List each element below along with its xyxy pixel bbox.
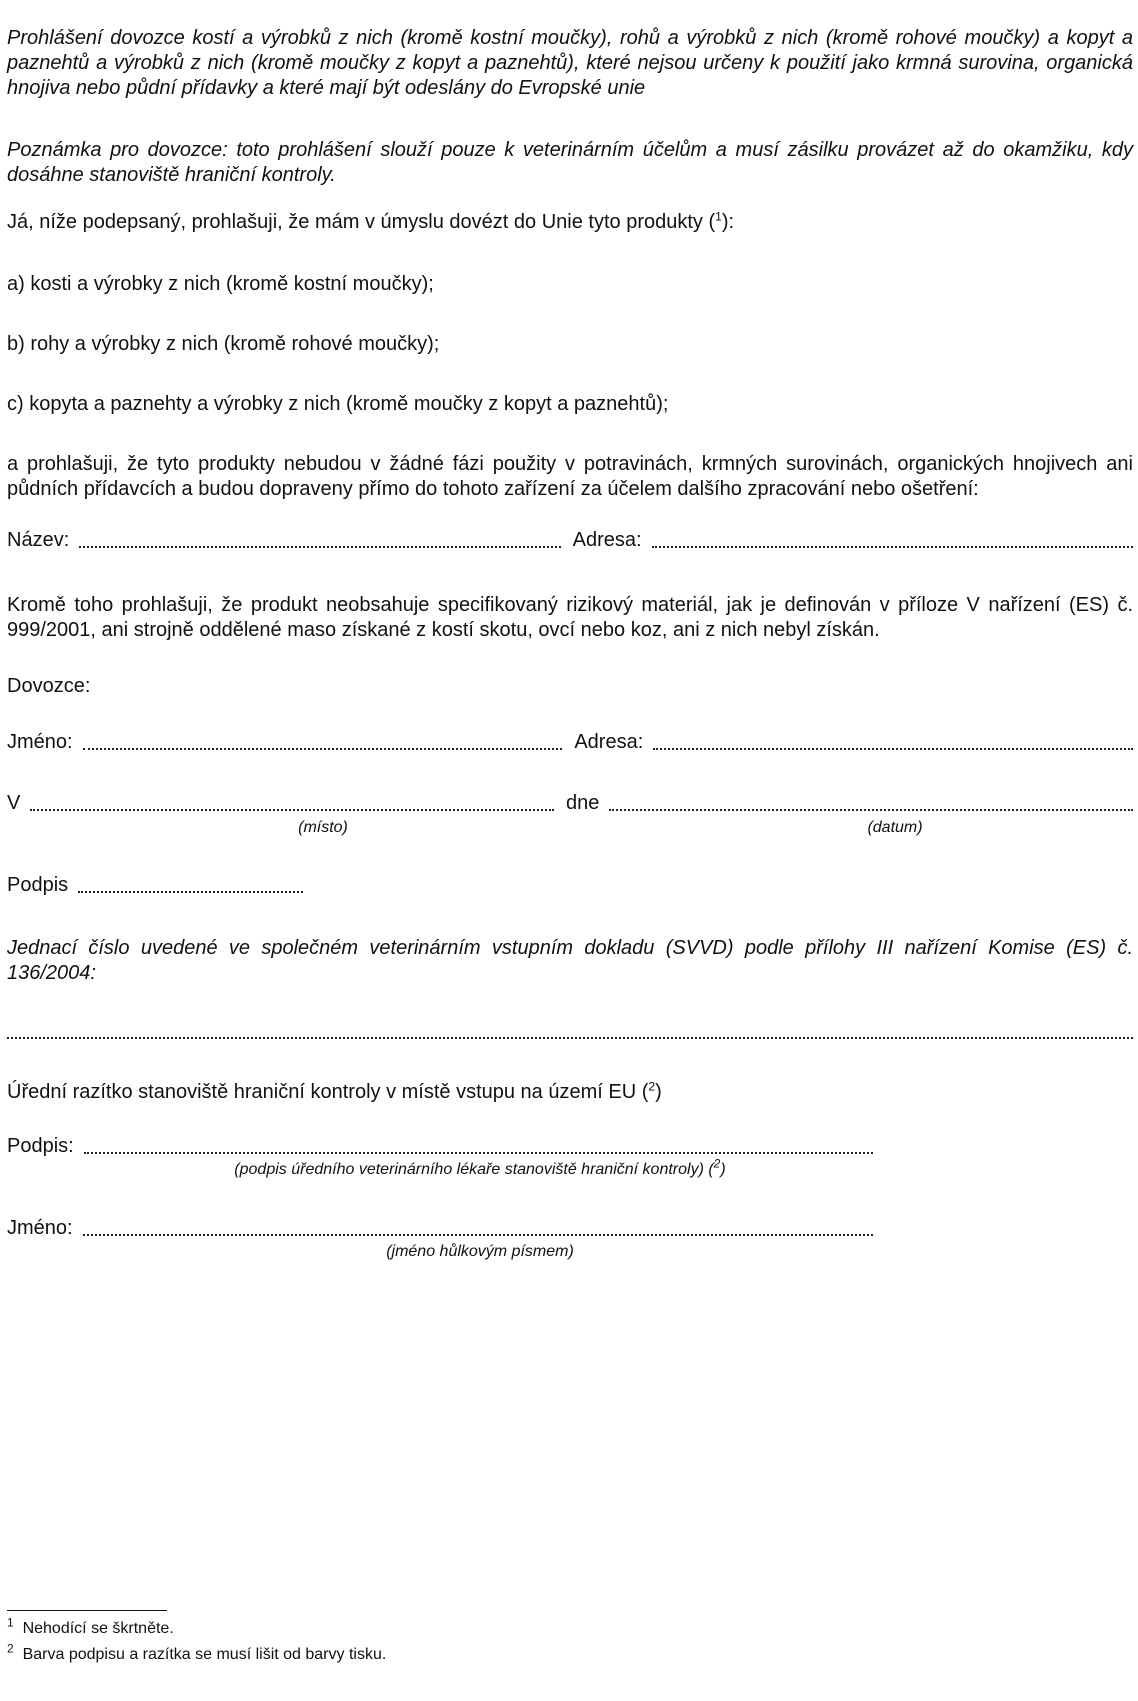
form-title: Prohlášení dovozce kostí a výrobků z nich (kromě kostní moučky), rohů a výrobků z nich (kromě rohové moučky) a kopyt a paznehtů a výrobků z nich (kromě moučky z kopyt a paznehtů), které nejsou určeny k použití jako krmná surovina, organická hnojiva nebo půdní přídavky a které mají být odeslány do Evropské unie [7, 27, 1133, 99]
importer-name-label: Jméno: [7, 731, 73, 753]
footnote-separator [7, 1610, 167, 1611]
facility-address-label: Adresa: [572, 529, 642, 551]
official-signature-hint: (podpis úředního veterinárního lékaře stanoviště hraniční kontroly) ($^2$) [234, 1156, 726, 1178]
product-option-a: a) kosti a výrobky z nich (kromě kostní moučky); [7, 273, 434, 295]
place-label: V [7, 792, 21, 814]
place-hint: (místo) [298, 819, 348, 836]
facility-address-field[interactable] [652, 546, 1133, 548]
facility-name-label: Název: [7, 529, 70, 551]
declaration-intro: Já, níže podepsaný, prohlašuji, že mám v úmyslu dovézt do Unie tyto produkty ($^1$): [7, 209, 735, 233]
cved-reference-row [7, 1018, 1133, 1044]
declaration-srm: Kromě toho prohlašuji, že produkt neobsahuje specifikovaný rizikový materiál, jak je definován v příloze V nařízení (ES) č. 999/2001, ani strojně oddělené maso získané z kostí skotu, ovcí nebo koz, ani z nich nebyl získán. [7, 594, 1133, 641]
official-name-hint: (jméno hůlkovým písmem) [386, 1243, 574, 1260]
footnote-ref-1: 1 [715, 209, 722, 224]
place-date-row [7, 790, 1133, 816]
importer-address-label: Adresa: [574, 731, 644, 753]
footnote-1: $^1$ Nehodící se škrtněte. [7, 1615, 174, 1637]
footnote-ref-2: 2 [648, 1079, 656, 1094]
importer-signature-label: Podpis [7, 874, 69, 896]
importer-signature-field[interactable] [78, 891, 303, 893]
date-label: dne [565, 792, 600, 814]
importer-heading: Dovozce: [7, 675, 91, 697]
official-signature-label: Podpis: [7, 1135, 74, 1157]
official-stamp-label: Úřední razítko stanoviště hraniční kontroly v místě vstupu na území EU ($^2$) [7, 1079, 662, 1103]
official-name-label: Jméno: [7, 1217, 73, 1239]
official-name-row [7, 1215, 873, 1241]
product-option-b: b) rohy a výrobky z nich (kromě rohové moučky); [7, 333, 440, 355]
official-name-field[interactable] [83, 1234, 873, 1236]
importer-signature-row [7, 872, 1133, 898]
cved-reference-label: Jednací číslo uvedené ve společném veterinárním vstupním dokladu (SVVD) podle přílohy III nařízení Komise (ES) č. 136/2004: [7, 937, 1133, 984]
declaration-use: a prohlašuji, že tyto produkty nebudou v žádné fázi použity v potravinách, krmných surovinách, organických hnojivech ani půdních přídavcích a budou dopraveny přímo do tohoto zařízení za účelem dalšího zpracování nebo ošetření: [7, 453, 1133, 500]
official-signature-row [7, 1133, 873, 1159]
importer-row [7, 729, 1133, 755]
facility-name-field[interactable] [79, 546, 560, 548]
importer-note: Poznámka pro dovozce: toto prohlášení slouží pouze k veterinárním účelům a musí zásilku provázet až do okamžiku, kdy dosáhne stanoviště hraniční kontroly. [7, 139, 1133, 186]
date-hint: (datum) [867, 819, 923, 836]
facility-row [7, 527, 1133, 553]
cved-reference-field[interactable] [7, 1037, 1133, 1039]
product-option-c: c) kopyta a paznehty a výrobky z nich (kromě moučky z kopyt a paznehtů); [7, 393, 669, 415]
place-field[interactable] [30, 809, 554, 811]
date-field[interactable] [609, 809, 1133, 811]
official-signature-field[interactable] [84, 1152, 873, 1154]
footnote-2: $^2$ Barva podpisu a razítka se musí lišit od barvy tisku. [7, 1641, 387, 1663]
footnote-ref-2: 2 [713, 1156, 721, 1171]
importer-address-field[interactable] [653, 748, 1133, 750]
importer-name-field[interactable] [83, 748, 563, 750]
